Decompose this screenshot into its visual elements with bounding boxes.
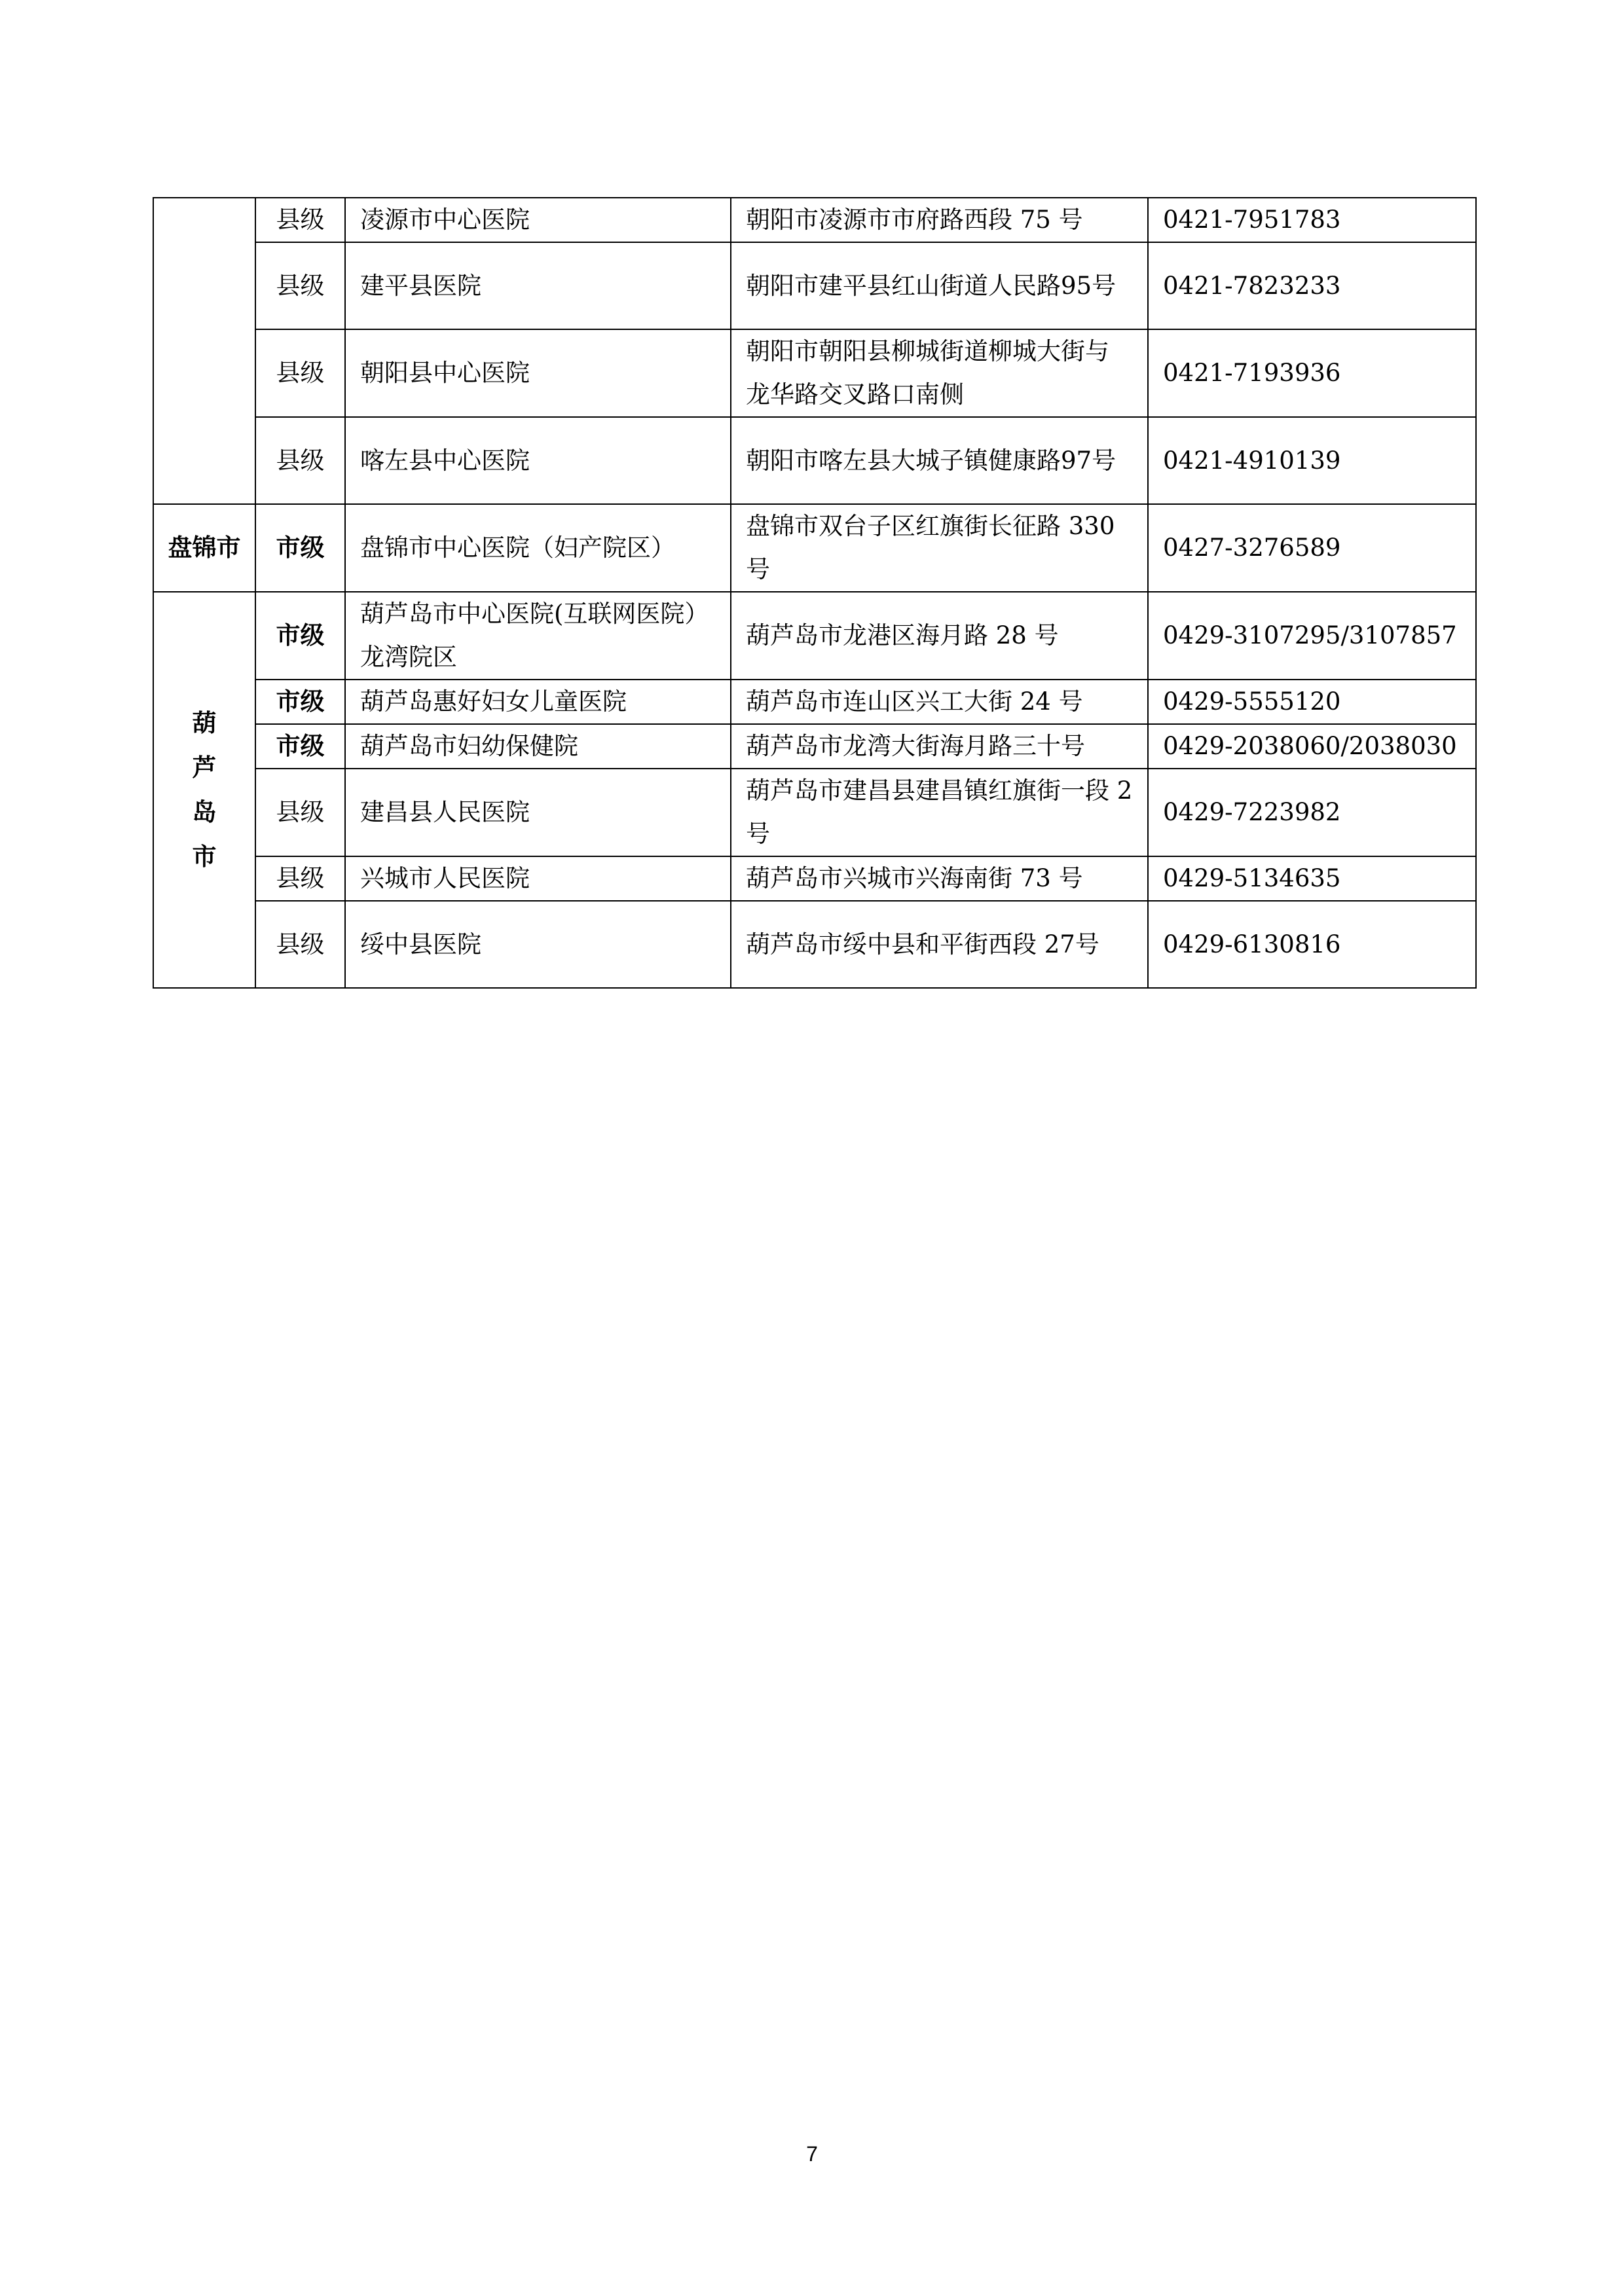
- table-row: [153, 417, 1476, 504]
- hospital-table: [153, 197, 1477, 989]
- table-row: [153, 901, 1476, 988]
- level-cell: 县级: [255, 901, 345, 988]
- table-row: [153, 856, 1476, 901]
- address-cell: 葫芦岛市兴城市兴海南街 73 号: [731, 856, 1148, 901]
- city-char: 岛: [192, 797, 217, 826]
- city-char: 葫: [192, 708, 217, 737]
- level-cell: 县级: [255, 329, 345, 417]
- level-cell: 市级: [255, 592, 345, 680]
- phone-cell: 0421-7951783: [1148, 198, 1476, 242]
- page-number: 7: [806, 2142, 818, 2166]
- level-cell: 县级: [255, 769, 345, 856]
- hospital-name-cell: 葫芦岛市中心医院(互联网医院）龙湾院区: [345, 592, 731, 680]
- table-row: [153, 242, 1476, 329]
- hospital-name-cell: 兴城市人民医院: [345, 856, 731, 901]
- city-cell-chaoyang-continued: [153, 198, 255, 504]
- city-char: 芦: [192, 753, 217, 782]
- level-cell: 县级: [255, 198, 345, 242]
- hospital-name-cell: 葫芦岛惠好妇女儿童医院: [345, 680, 731, 724]
- hospital-name-cell: 盘锦市中心医院（妇产院区）: [345, 504, 731, 592]
- hospital-name-cell: 葫芦岛市妇幼保健院: [345, 724, 731, 769]
- phone-cell: 0429-2038060/2038030: [1148, 724, 1476, 769]
- hospital-name-cell: 建平县医院: [345, 242, 731, 329]
- phone-cell: 0429-5555120: [1148, 680, 1476, 724]
- hospital-name-cell: 绥中县医院: [345, 901, 731, 988]
- address-cell: 葫芦岛市绥中县和平街西段 27号: [731, 901, 1148, 988]
- phone-cell: 0429-3107295/3107857: [1148, 592, 1476, 680]
- address-cell: 朝阳市朝阳县柳城街道柳城大街与龙华路交叉路口南侧: [731, 329, 1148, 417]
- table-row: [153, 198, 1476, 242]
- phone-cell: 0429-5134635: [1148, 856, 1476, 901]
- level-cell: 县级: [255, 417, 345, 504]
- level-cell: 县级: [255, 856, 345, 901]
- address-cell: 盘锦市双台子区红旗街长征路 330 号: [731, 504, 1148, 592]
- city-cell-panjin: 盘锦市: [153, 504, 255, 592]
- hospital-name-cell: 喀左县中心医院: [345, 417, 731, 504]
- phone-cell: 0421-7823233: [1148, 242, 1476, 329]
- table-row: [153, 769, 1476, 856]
- table-row: [153, 680, 1476, 724]
- address-cell: 葫芦岛市龙湾大街海月路三十号: [731, 724, 1148, 769]
- phone-cell: 0429-7223982: [1148, 769, 1476, 856]
- level-cell: 县级: [255, 242, 345, 329]
- address-cell: 葫芦岛市连山区兴工大街 24 号: [731, 680, 1148, 724]
- table-row: [153, 592, 1476, 680]
- address-cell: 葫芦岛市建昌县建昌镇红旗街一段 2 号: [731, 769, 1148, 856]
- address-cell: 朝阳市喀左县大城子镇健康路97号: [731, 417, 1148, 504]
- phone-cell: 0421-4910139: [1148, 417, 1476, 504]
- hospital-name-cell: 凌源市中心医院: [345, 198, 731, 242]
- table-row: [153, 724, 1476, 769]
- address-cell: 朝阳市凌源市市府路西段 75 号: [731, 198, 1148, 242]
- table-row: [153, 329, 1476, 417]
- address-cell: 葫芦岛市龙港区海月路 28 号: [731, 592, 1148, 680]
- hospital-name-cell: 朝阳县中心医院: [345, 329, 731, 417]
- table-row: [153, 504, 1476, 592]
- phone-cell: 0427-3276589: [1148, 504, 1476, 592]
- city-char: 市: [192, 842, 217, 871]
- city-cell-huludao: [153, 592, 255, 988]
- level-cell: 市级: [255, 680, 345, 724]
- address-cell: 朝阳市建平县红山街道人民路95号: [731, 242, 1148, 329]
- level-cell: 市级: [255, 504, 345, 592]
- hospital-name-cell: 建昌县人民医院: [345, 769, 731, 856]
- phone-cell: 0421-7193936: [1148, 329, 1476, 417]
- phone-cell: 0429-6130816: [1148, 901, 1476, 988]
- level-cell: 市级: [255, 724, 345, 769]
